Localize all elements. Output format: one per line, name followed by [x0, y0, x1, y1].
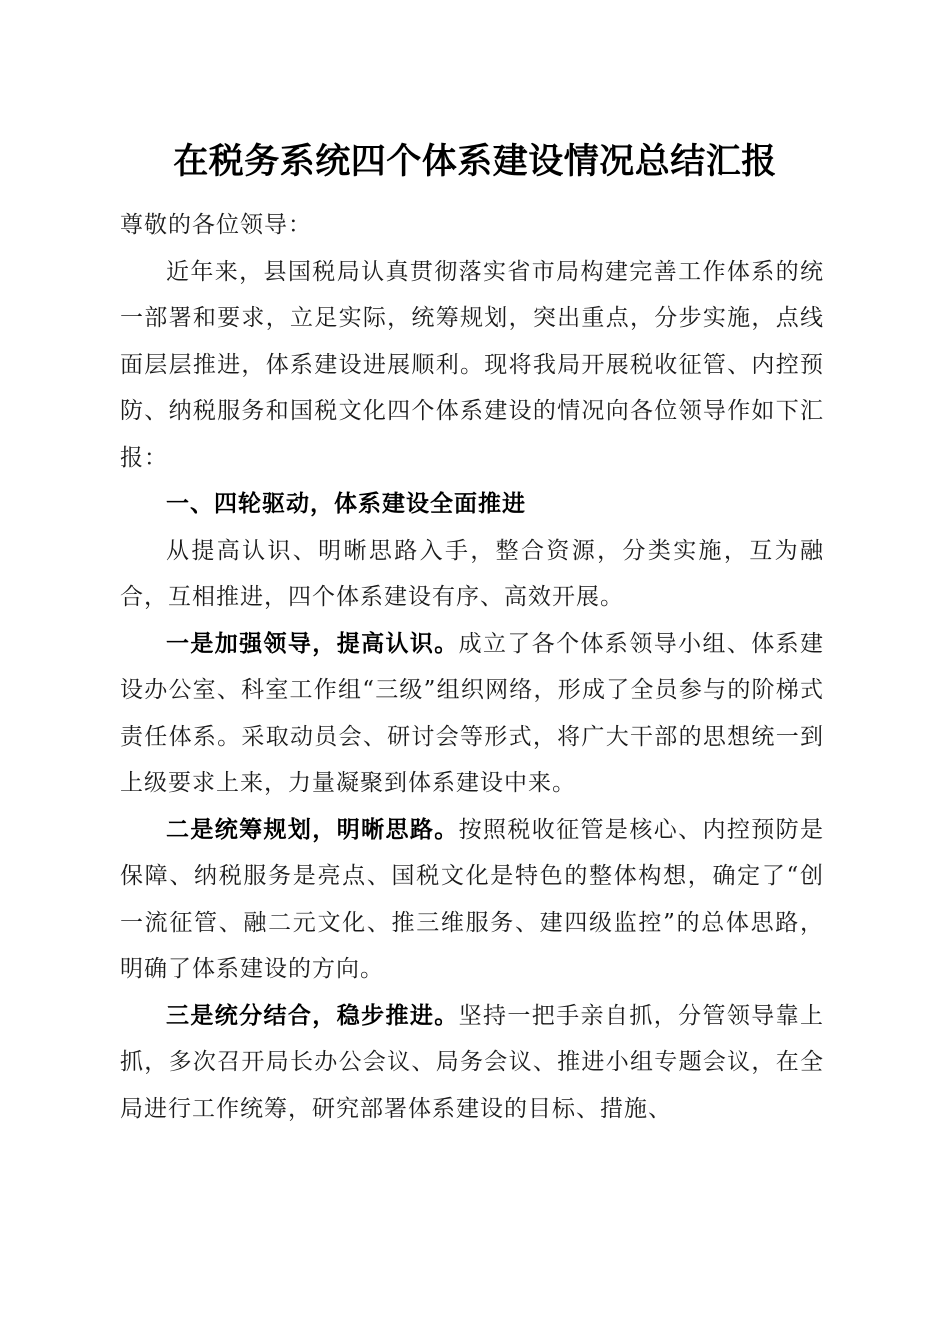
point-lead-2: 二是统筹规划，明晰思路。 [166, 815, 459, 843]
section-heading: 一、四轮驱动，体系建设全面推进 [166, 491, 526, 517]
document-title: 在税务系统四个体系建设情况总结汇报 [173, 141, 777, 182]
point-lead-1: 一是加强领导，提高认识。 [166, 629, 459, 657]
point-text-3: 坚持一把手亲自抓，分管领导靠上抓，多次召开局长办公会议、局务会议、推进小组专题会议，在全局进行工作统筹，研究部署体系建设的目标、措施、 [120, 1002, 825, 1122]
point-text-1: 成立了各个体系领导小组、体系建设办公室、科室工作组“三级”组织网络，形成了全员参与的阶梯式责任体系。采取动员会、研讨会等形式，将广大干部的思想统一到上级要求上来，力量凝聚到体系建设中来。 [120, 630, 825, 796]
section-summary-paragraph: 从提高认识、明晰思路入手，整合资源，分类实施，互为融合，互相推进，四个体系建设有序、高效开展。 [120, 537, 824, 610]
point-lead-3: 三是统分结合，稳步推进。 [166, 1001, 459, 1029]
point-paragraph-2 [120, 807, 824, 993]
point-paragraph-1 [120, 621, 824, 807]
point-paragraph-3 [120, 993, 824, 1133]
intro-paragraph: 近年来，县国税局认真贯彻落实省市局构建完善工作体系的统一部署和要求，立足实际，统筹规划，突出重点，分步实施，点线面层层推进，体系建设进展顺利。现将我局开展税收征管、内控预防、纳税服务和国税文化四个体系建设的情况向各位领导作如下汇报： [120, 258, 824, 471]
document-body [120, 202, 824, 1132]
salutation: 尊敬的各位领导： [120, 212, 312, 238]
point-text-2: 按照税收征管是核心、内控预防是保障、纳税服务是亮点、国税文化是特色的整体构想，确定了“创一流征管、融二元文化、推三维服务、建四级监控”的总体思路，明确了体系建设的方向。 [120, 816, 825, 982]
